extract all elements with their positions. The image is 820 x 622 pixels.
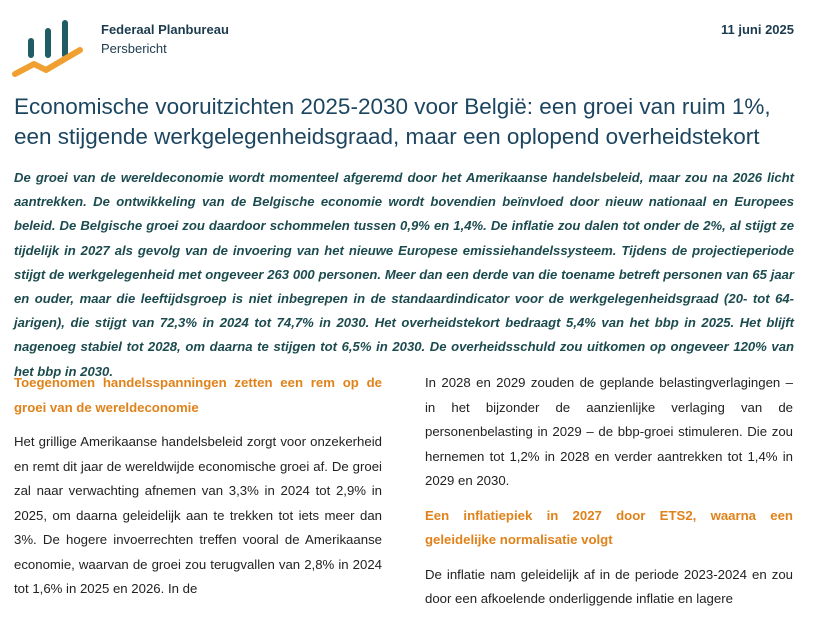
logo-bar-3 [62,20,68,58]
document-type: Persbericht [101,41,167,56]
organization-name: Federaal Planbureau [101,22,229,37]
logo-bar-1 [28,38,34,58]
right-column [425,371,793,622]
body-paragraph-trade: Het grillige Amerikaanse handelsbeleid zorgt voor onzekerheid en remt dit jaar de wereldwijde economische groei af. De groei zal naar verwachting afnemen van 3,3% in 2024 tot 2,9% in 2025, om daarna geleidelijk aan te trekken tot iets meer dan 3%. De hogere invoerrechten treffen vooral de Amerikaanse economie, waarvan de groei zou terugvallen van 2,8% in 2024 tot 1,6% in 2025 en 2026. In de [14,434,382,596]
logo-bar-2 [45,28,51,58]
section-heading-inflation: Een inflatiepiek in 2027 door ETS2, waarna een geleidelijke normalisatie volgt [425,507,793,547]
section-heading-trade: Toegenomen handelsspanningen zetten een rem op de groei van de wereldeconomie [14,375,382,415]
release-date: 11 juni 2025 [721,22,794,37]
body-paragraph-tax-cuts: In 2028 en 2029 zouden de geplande belastingverlagingen – in het bijzonder de aanzienlijke verlaging van de personenbelasting in 2029 – de bbp-groei stimuleren. Die zou hernemen tot 1,2% in 2028 en verder aantrekken tot 1,4% in 2029 en 2030. [425,375,793,488]
federaal-planbureau-logo [12,18,84,80]
page-title: Economische vooruitzichten 2025-2030 voor België: een groei van ruim 1%, een stijgende werkgelegenheidsgraad, maar een oplopend overheidstekort [14,94,771,149]
lead-paragraph: De groei van de wereldeconomie wordt momenteel afgeremd door het Amerikaanse handelsbeleid, maar zou na 2026 licht aantrekken. De ontwikkeling van de Belgische economie wordt bovendien beïnvloed door nieuw nationaal en Europees beleid. De Belgische groei zou daardoor schommelen tussen 0,9% en 1,4%. De inflatie zou dalen tot onder de 2%, al stijgt ze tijdelijk in 2027 als gevolg van de invoering van het nieuwe Europese emissiehandelssysteem. Tijdens de projectieperiode stijgt de werkgelegenheid met ongeveer 263 000 personen. Meer dan een derde van die toename betreft personen van 65 jaar en ouder, maar die leeftijdsgroep is niet inbegrepen in de standaardindicator voor de werkgelegenheidsgraad (20- tot 64-jarigen), die stijgt van 72,3% in 2024 tot 74,7% in 2030. Het overheidstekort bedraagt 5,4% van het bbp in 2025. Het blijft nagenoeg stabiel tot 2028, om daarna te stijgen tot 6,5% in 2030. De overheidsschuld zou uitkomen op ongeveer 120% van het bbp in 2030. [14,170,794,379]
left-column [14,371,382,612]
body-paragraph-inflation: De inflatie nam geleidelijk af in de periode 2023-2024 en zou door een afkoelende onderliggende inflatie en lagere [425,566,793,606]
